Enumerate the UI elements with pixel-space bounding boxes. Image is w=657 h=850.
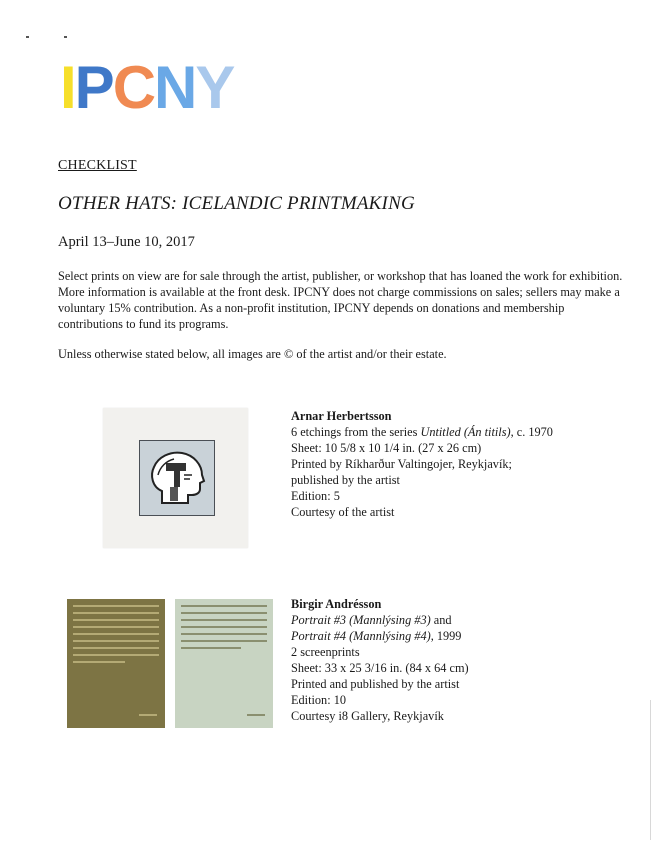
etching-thumbnail xyxy=(103,408,248,548)
artist-name: Arnar Herbertsson xyxy=(291,409,392,423)
edition-info: Edition: 10 xyxy=(291,693,346,707)
series-title: Untitled (Án titils) xyxy=(420,425,511,439)
edition-info: Edition: 5 xyxy=(291,489,340,503)
logo-letter: Y xyxy=(195,54,234,121)
logo-letter: C xyxy=(112,54,155,121)
work-title xyxy=(291,628,469,644)
printer-credit: Printed and published by the artist xyxy=(291,677,460,691)
exhibition-title: OTHER HATS: ICELANDIC PRINTMAKING xyxy=(58,193,415,214)
courtesy-line: Courtesy of the artist xyxy=(291,505,395,519)
logo-letter: I xyxy=(60,54,75,121)
intro-paragraph: Select prints on view are for sale through the artist, publisher, or workshop that has loaned the work for exhibition. More information is available at the front desk. IPCNY does not charge commissions on sales; sellers may make a voluntary 15% contribution. As a non-profit institution, IPCNY depends on donations and membership contributions to fund its programs. xyxy=(58,269,623,331)
series-date: , c. 1970 xyxy=(510,425,553,439)
courtesy-line: Courtesy i8 Gallery, Reykjavík xyxy=(291,709,444,723)
conjunction: and xyxy=(430,613,452,627)
sheet-size: Sheet: 10 5/8 x 10 1/4 in. (27 x 26 cm) xyxy=(291,441,482,455)
checklist-heading: CHECKLIST xyxy=(58,158,137,173)
logo-letter: P xyxy=(74,54,113,121)
series-prefix: 6 etchings from the series xyxy=(291,425,421,439)
artist-name: Birgir Andrésson xyxy=(291,597,382,611)
medium: 2 screenprints xyxy=(291,645,360,659)
exhibition-dates: April 13–June 10, 2017 xyxy=(58,234,195,250)
printer-credit: Printed by Ríkharður Valtingojer, Reykjavík; xyxy=(291,457,512,471)
scan-mark xyxy=(26,36,29,38)
etching-plate xyxy=(139,440,215,516)
ipcny-logo xyxy=(60,54,234,121)
artwork-entry xyxy=(291,596,469,724)
work-date: , 1999 xyxy=(430,629,462,643)
logo-letter: N xyxy=(154,54,196,121)
sheet-size: Sheet: 33 x 25 3/16 in. (84 x 64 cm) xyxy=(291,661,469,675)
screenprint-thumbnail xyxy=(67,599,165,728)
copyright-note: Unless otherwise stated below, all images are © of the artist and/or their estate. xyxy=(58,347,447,361)
artwork-entry xyxy=(291,408,553,520)
scan-mark xyxy=(64,36,67,38)
head-profile-image xyxy=(140,441,214,515)
publisher-credit: published by the artist xyxy=(291,473,400,487)
work-title-2: Portrait #4 (Mannlýsing #4) xyxy=(291,629,431,643)
screenprint-thumbnail xyxy=(175,599,273,728)
work-title xyxy=(291,612,469,628)
scan-edge xyxy=(650,700,651,840)
work-title-1: Portrait #3 (Mannlýsing #3) xyxy=(291,613,431,627)
artwork-series xyxy=(291,424,553,440)
